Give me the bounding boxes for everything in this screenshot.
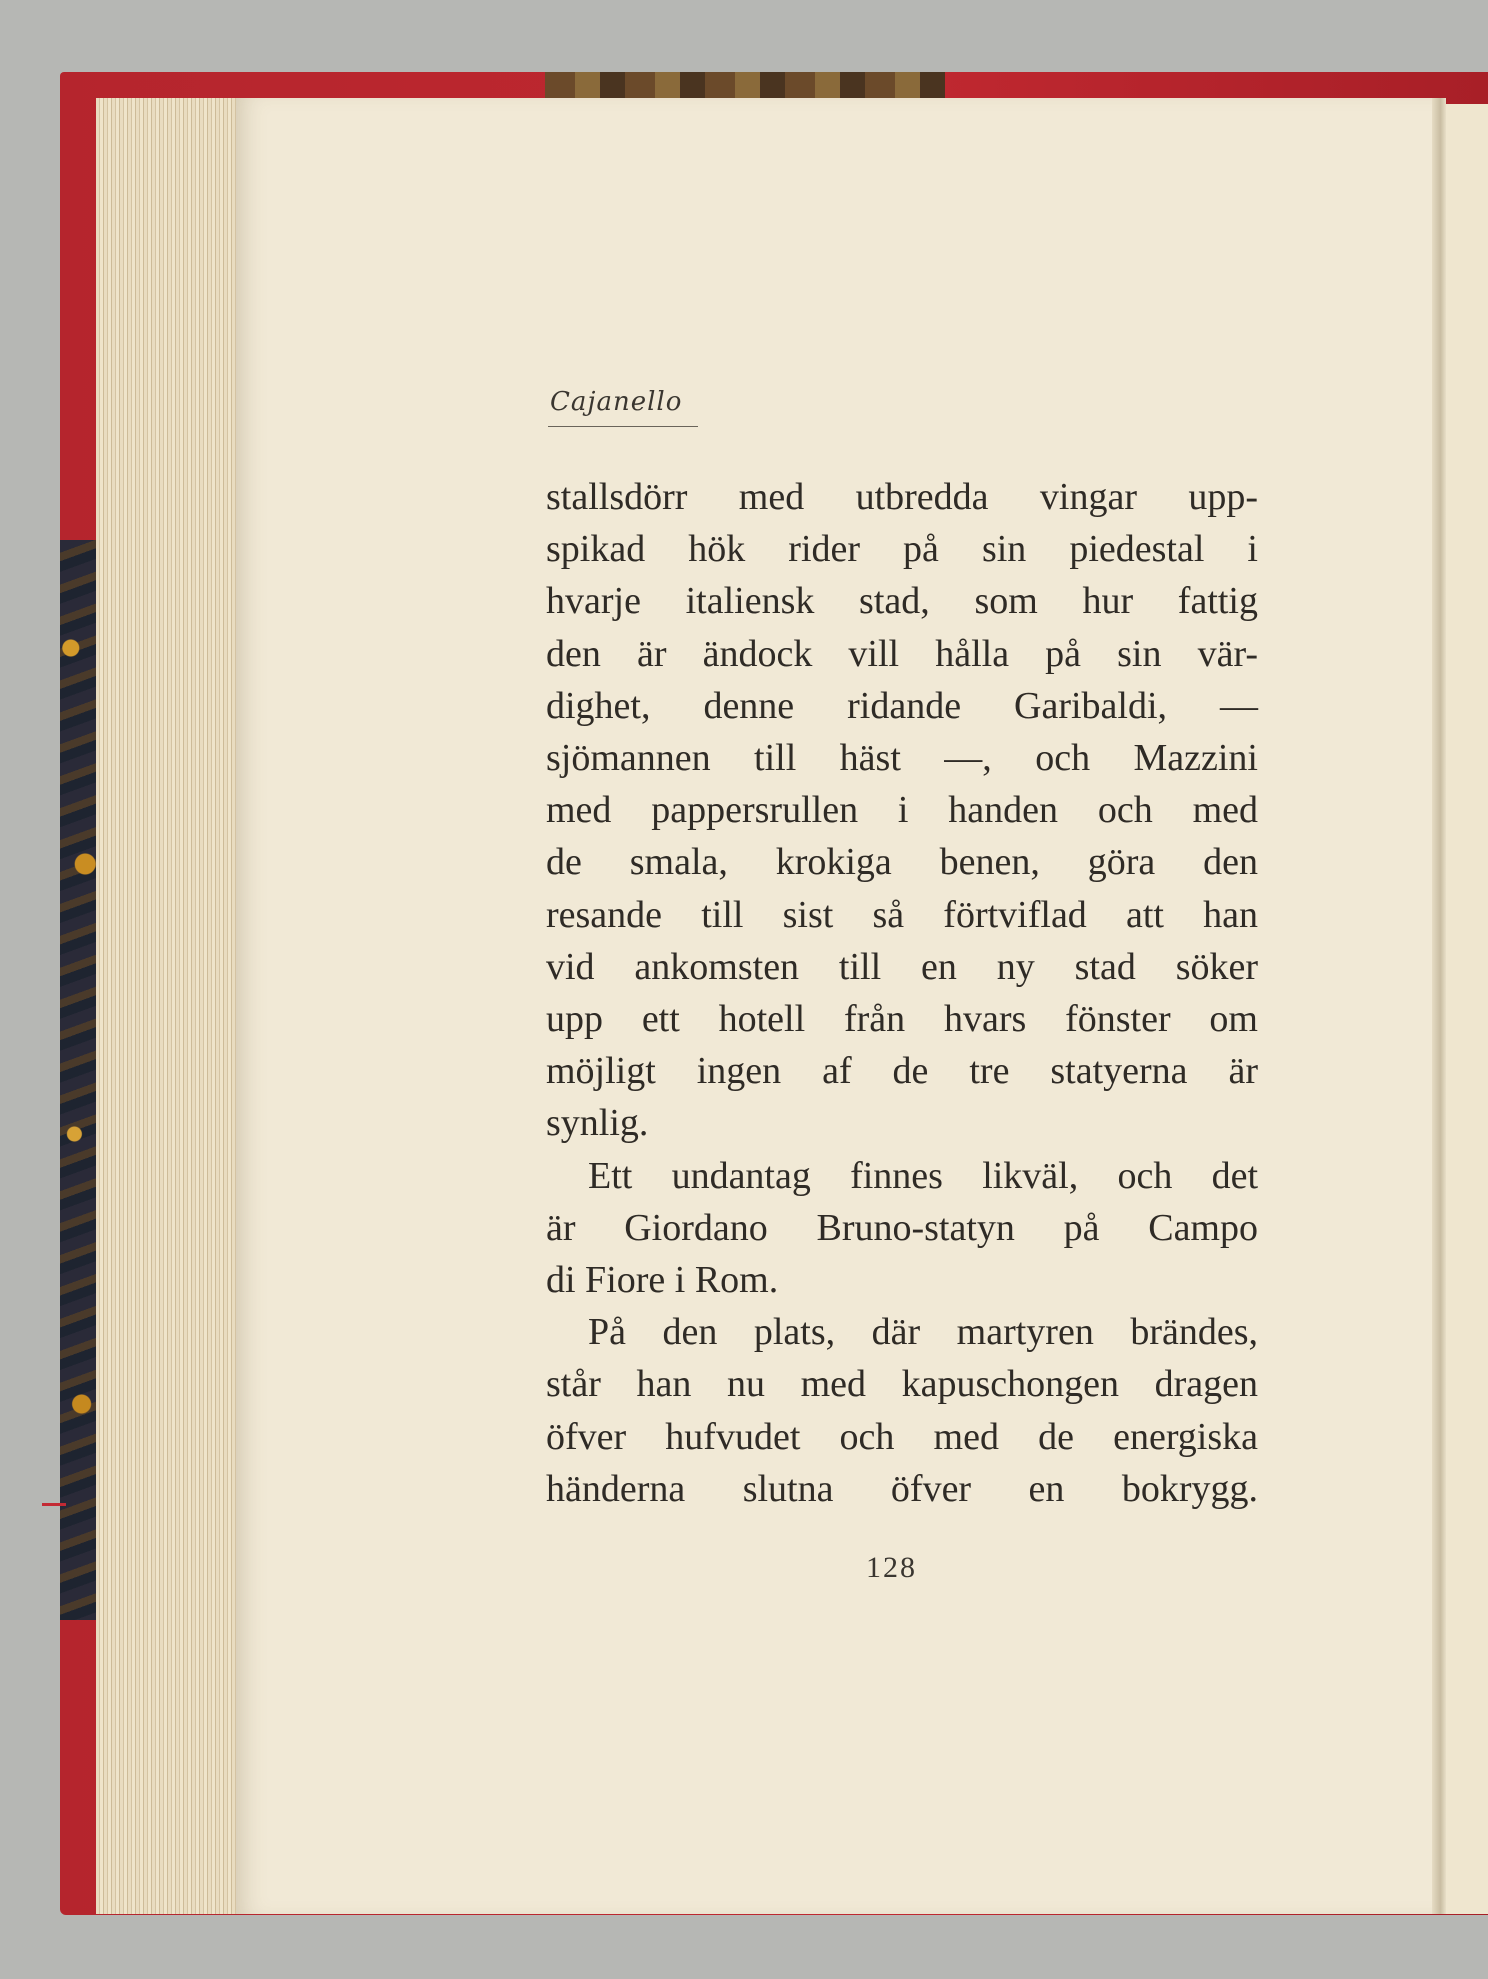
marbled-endpaper bbox=[60, 540, 96, 1620]
text-line: På den plats, där martyren brändes, bbox=[588, 1311, 1258, 1354]
text-line: vid ankomsten till en ny stad söker bbox=[546, 945, 1258, 988]
paragraph-2 bbox=[546, 1150, 1258, 1307]
page-number: 128 bbox=[866, 1551, 917, 1584]
text-line: sjömannen till häst —, och Mazzini bbox=[546, 737, 1258, 780]
text-line: händerna slutna öfver en bokrygg. bbox=[546, 1467, 1258, 1510]
page-edges bbox=[96, 98, 236, 1914]
body-text bbox=[546, 471, 1258, 1515]
text-line: hvarje italiensk stad, som hur fattig bbox=[546, 580, 1258, 623]
facing-page-edge bbox=[1446, 104, 1488, 1914]
paragraph-1 bbox=[546, 471, 1258, 1150]
text-line: resande till sist så förtviflad att han bbox=[546, 893, 1258, 936]
spine-edge bbox=[545, 72, 945, 100]
text-line: med pappersrullen i handen och med bbox=[546, 789, 1258, 832]
running-head-rule bbox=[548, 426, 698, 427]
text-line: dighet, denne ridande Garibaldi, — bbox=[546, 684, 1258, 727]
gutter bbox=[1432, 98, 1446, 1914]
bookmark-thread bbox=[42, 1503, 66, 1506]
text-line: stallsdörr med utbredda vingar upp- bbox=[546, 476, 1258, 518]
text-line: synlig. bbox=[546, 1102, 649, 1145]
paragraph-3 bbox=[546, 1306, 1258, 1515]
text-line: upp ett hotell från hvars fönster om bbox=[546, 998, 1258, 1041]
text-line: spikad hök rider på sin piedestal i bbox=[546, 528, 1258, 571]
text-line: öfver hufvudet och med de energiska bbox=[546, 1415, 1258, 1458]
text-line: är Giordano Bruno-statyn på Campo bbox=[546, 1206, 1258, 1249]
text-line: den är ändock vill hålla på sin vär- bbox=[546, 632, 1258, 675]
running-head: Cajanello bbox=[550, 387, 683, 417]
text-line: Ett undantag finnes likväl, och det bbox=[588, 1154, 1258, 1197]
text-line: står han nu med kapuschongen dragen bbox=[546, 1363, 1258, 1406]
text-line: di Fiore i Rom. bbox=[546, 1259, 779, 1302]
text-line: de smala, krokiga benen, göra den bbox=[546, 841, 1258, 884]
text-line: möjligt ingen af de tre statyerna är bbox=[546, 1050, 1258, 1093]
